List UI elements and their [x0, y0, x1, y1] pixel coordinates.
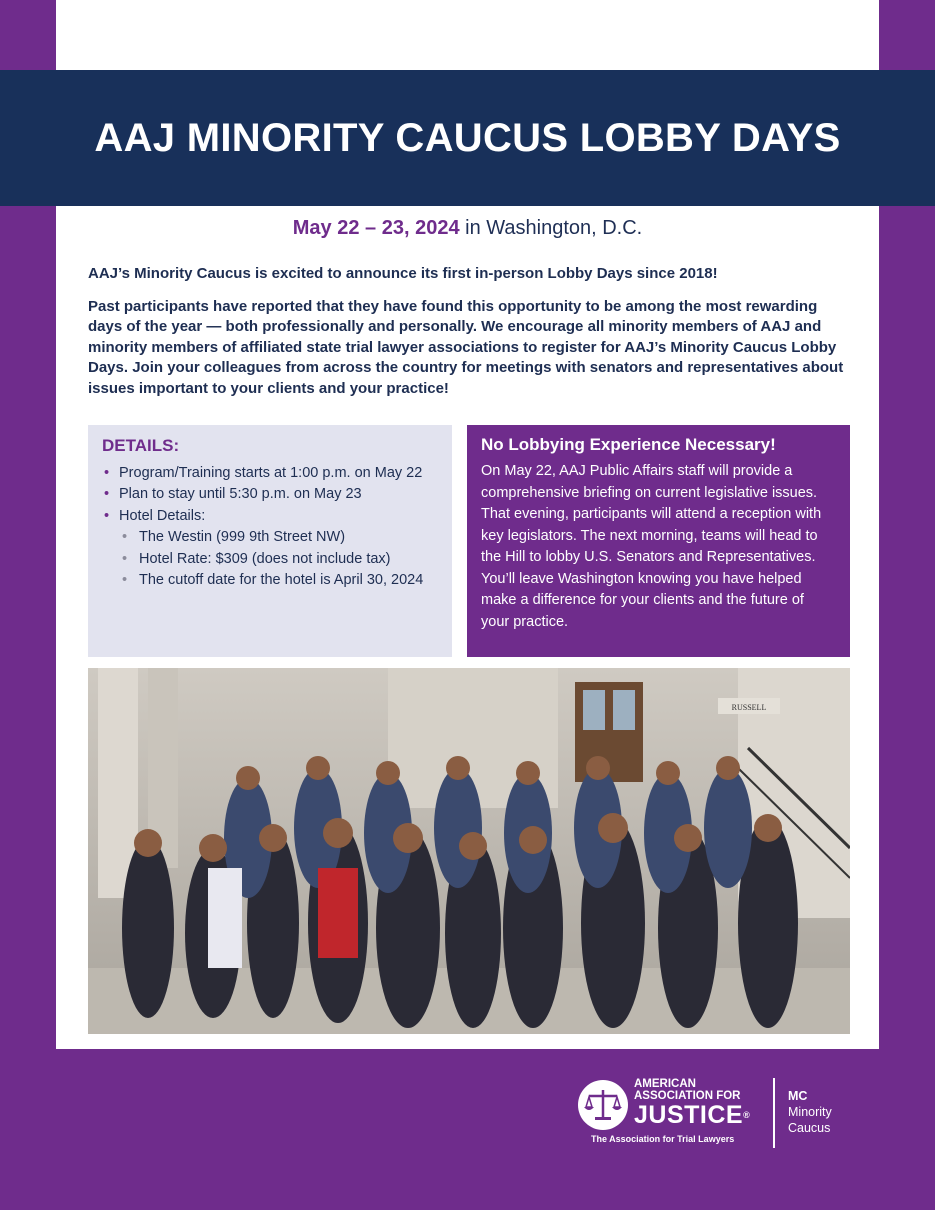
scales-of-justice-icon [578, 1080, 628, 1130]
list-item: • Program/Training starts at 1:00 p.m. on May 22 [102, 463, 438, 485]
aaj-wordmark [634, 1078, 750, 1128]
org-name-big: JUSTICE® [634, 1101, 751, 1129]
event-location: in Washington, D.C. [465, 217, 643, 239]
intro-paragraph-2: Past participants have reported that they have found this opportunity to be among the most rewarding days of the year — both professionally and personally. We encourage all minority members of AAJ and minority members of affiliated state trial lawyer associations to register for AAJ’s Minority Caucus Lobby Days. Join your colleagues from across the country for meetings with senators and representatives about issues important to your clients and your practice! [88, 297, 844, 397]
list-item: • Plan to stay until 5:30 p.m. on May 23 [102, 484, 438, 506]
hotel-details-label: Hotel Details: [119, 507, 206, 524]
title-banner [0, 70, 935, 206]
lobbying-heading: No Lobbying Experience Necessary! [481, 435, 776, 454]
mc-line-2: Caucus [788, 1121, 831, 1135]
details-box [88, 425, 452, 657]
aaj-logo [578, 1078, 858, 1150]
org-line-1: AMERICAN [634, 1078, 696, 1090]
list-item: • Hotel Rate: $309 (does not include tax) [119, 549, 438, 571]
page-title: AAJ MINORITY CAUCUS LOBBY DAYS [94, 115, 841, 160]
org-line-2: ASSOCIATION FOR [634, 1090, 741, 1102]
intro-text [88, 264, 850, 411]
list-item [102, 506, 438, 592]
logo-divider [773, 1078, 775, 1148]
mc-abbrev: MC [788, 1089, 808, 1103]
group-photo-illustration [88, 668, 850, 1034]
lobbying-info-box [467, 425, 850, 657]
intro-paragraph-1: AAJ’s Minority Caucus is excited to announce its first in-person Lobby Days since 2018! [88, 265, 718, 282]
list-item: • The Westin (999 9th Street NW) [119, 527, 438, 549]
org-tagline: The Association for Trial Lawyers [591, 1134, 735, 1144]
event-date-line [0, 217, 935, 240]
building-sign: RUSSELL [731, 703, 767, 712]
event-date: May 22 – 23, 2024 [292, 217, 460, 239]
details-heading: DETAILS: [102, 436, 180, 455]
mc-line-1: Minority [788, 1105, 832, 1119]
minority-caucus-label [788, 1088, 832, 1136]
group-photo [88, 668, 850, 1034]
details-list [102, 463, 438, 592]
list-item: • The cutoff date for the hotel is April 30, 2024 [119, 570, 438, 592]
lobbying-body: On May 22, AAJ Public Affairs staff will provide a comprehensive briefing on current legislative issues. That evening, participants will attend a reception with key legislators. The next morning, teams will head to the Hill to lobby U.S. Senators and Representatives. You’ll leave Washington knowing you have helped make a difference for your clients and the future of your practice. [481, 463, 822, 630]
hotel-list [119, 527, 438, 592]
